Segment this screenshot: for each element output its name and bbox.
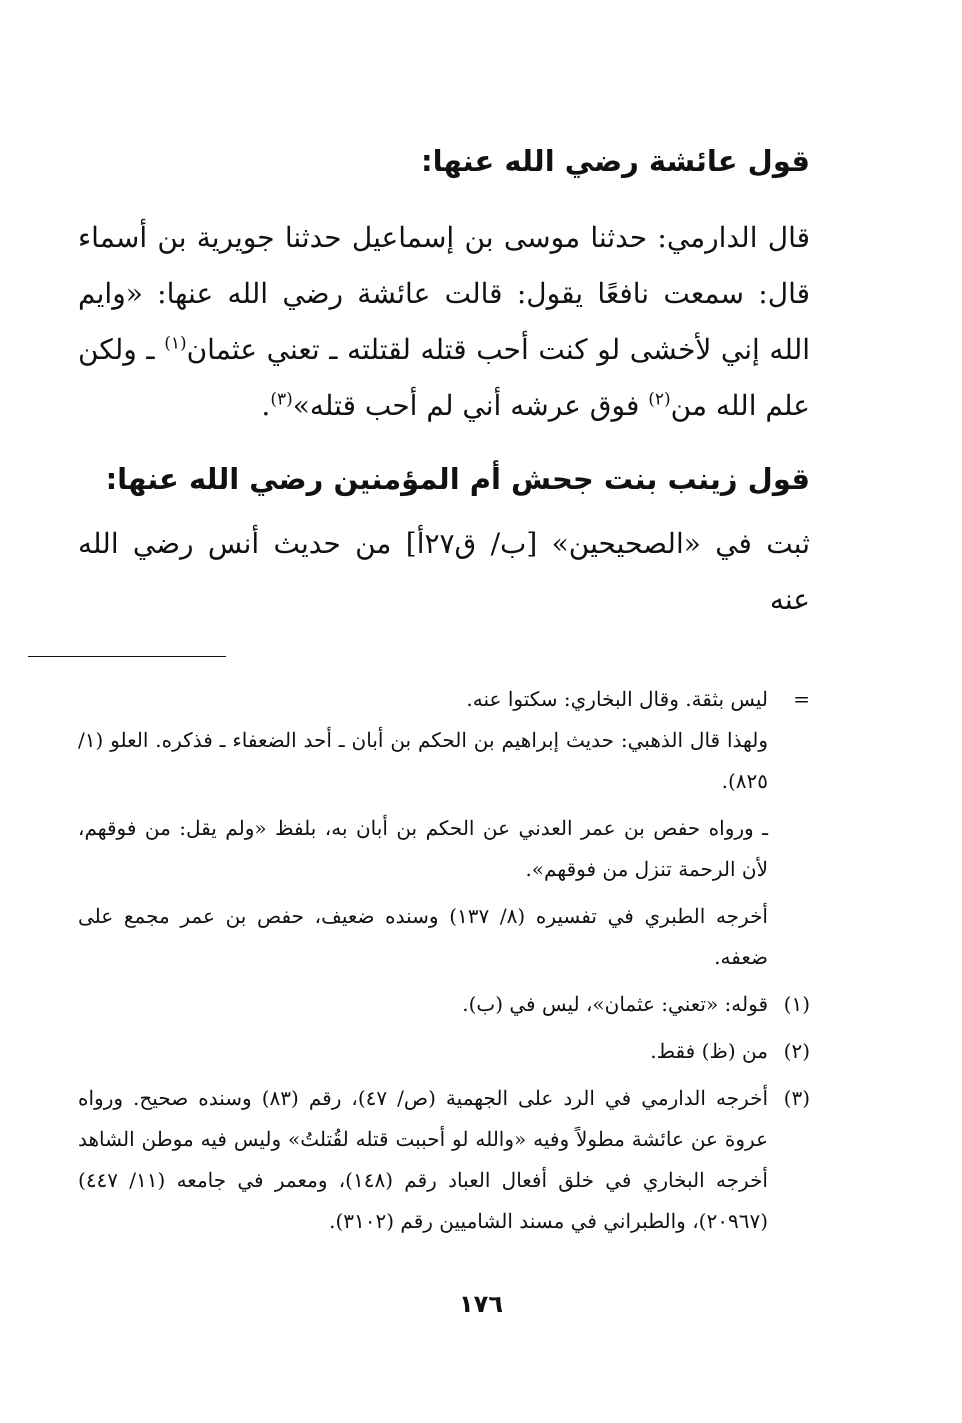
body-text-segment: ـ ولكن علم الله من bbox=[78, 333, 810, 422]
footnote-number: (٢) bbox=[783, 1039, 810, 1063]
footnote-continuation-body bbox=[78, 679, 768, 978]
footnote-1 bbox=[78, 984, 810, 1025]
footnote-3 bbox=[78, 1078, 810, 1242]
footnote-text: ليس بثقة. وقال البخاري: سكتوا عنه. bbox=[466, 687, 768, 711]
footnote-text: ـ ورواه حفص بن عمر العدني عن الحكم بن أبان به، بلفظ «ولم يقل: من فوقهم، لأن الرحمة تنزل من فوقهم». bbox=[78, 816, 768, 881]
section-heading-zaynab: قول زينب بنت جحش أم المؤمنين رضي الله عنها: bbox=[105, 462, 810, 496]
page-content bbox=[78, 130, 810, 1242]
body-text-segment: فوق عرشه أني لم أحب قتله» bbox=[292, 389, 649, 422]
footnote-text: أخرجه الطبري في تفسيره (٨/ ١٣٧) وسنده ضعيف، حفص بن عمر مجمع على ضعفه. bbox=[78, 904, 768, 969]
footnote-number: (١) bbox=[783, 992, 810, 1016]
page-number: ١٧٦ bbox=[459, 1290, 503, 1318]
body-text-segment: قال الدارمي: حدثنا موسى بن إسماعيل حدثنا جويرية بن أسماء قال: سمعت نافعًا يقول: قالت عائشة رضي الله عنها: «وايم الله إني لأخشى لو كنت أحب قتله لقتلته ـ تعني عثمان bbox=[78, 221, 810, 366]
continuation-mark: = bbox=[793, 687, 810, 711]
footnote-ref-2: (٢) bbox=[648, 389, 671, 410]
footnote-text: قوله: «تعني: عثمان»، ليس في (ب). bbox=[462, 992, 768, 1016]
footnote-number: (٣) bbox=[783, 1086, 810, 1110]
footnote-text: من (ظ) فقط. bbox=[650, 1039, 768, 1063]
footnote-separator bbox=[28, 656, 226, 657]
body-paragraph-zaynab: ثبت في «الصحيحين» [ب/ ق٢٧أ] من حديث أنس رضي الله عنه bbox=[78, 527, 810, 616]
body-text-segment: . bbox=[261, 389, 271, 422]
footnote-2 bbox=[78, 1031, 810, 1072]
footnote-ref-3: (٣) bbox=[270, 389, 293, 410]
footnotes-section bbox=[78, 679, 810, 1242]
footnote-ref-1: (١) bbox=[164, 333, 187, 354]
body-paragraph-aisha bbox=[78, 210, 810, 434]
section-heading-aisha: قول عائشة رضي الله عنها: bbox=[421, 144, 810, 178]
footnote-text: أخرجه الدارمي في الرد على الجهمية (ص/ ٤٧)، رقم (٨٣) وسنده صحيح. ورواه عروة عن عائشة مطولاً وفيه «والله لو أحببت قتله لقُتلتُ» وليس فيه موطن الشاهد أخرجه البخاري في خلق أفعال العباد رقم (١٤٨)، ومعمر في جامعه (١١/ ٤٤٧) (٢٠٩٦٧)، والطبراني في مسند الشاميين رقم (٣١٠٢). bbox=[78, 1086, 769, 1233]
footnote-continuation bbox=[78, 679, 810, 978]
footnote-text: ولهذا قال الذهبي: حديث إبراهيم بن الحكم بن أبان ـ أحد الضعفاء ـ فذكره. العلو (١/ ٨٢٥). bbox=[78, 728, 768, 793]
